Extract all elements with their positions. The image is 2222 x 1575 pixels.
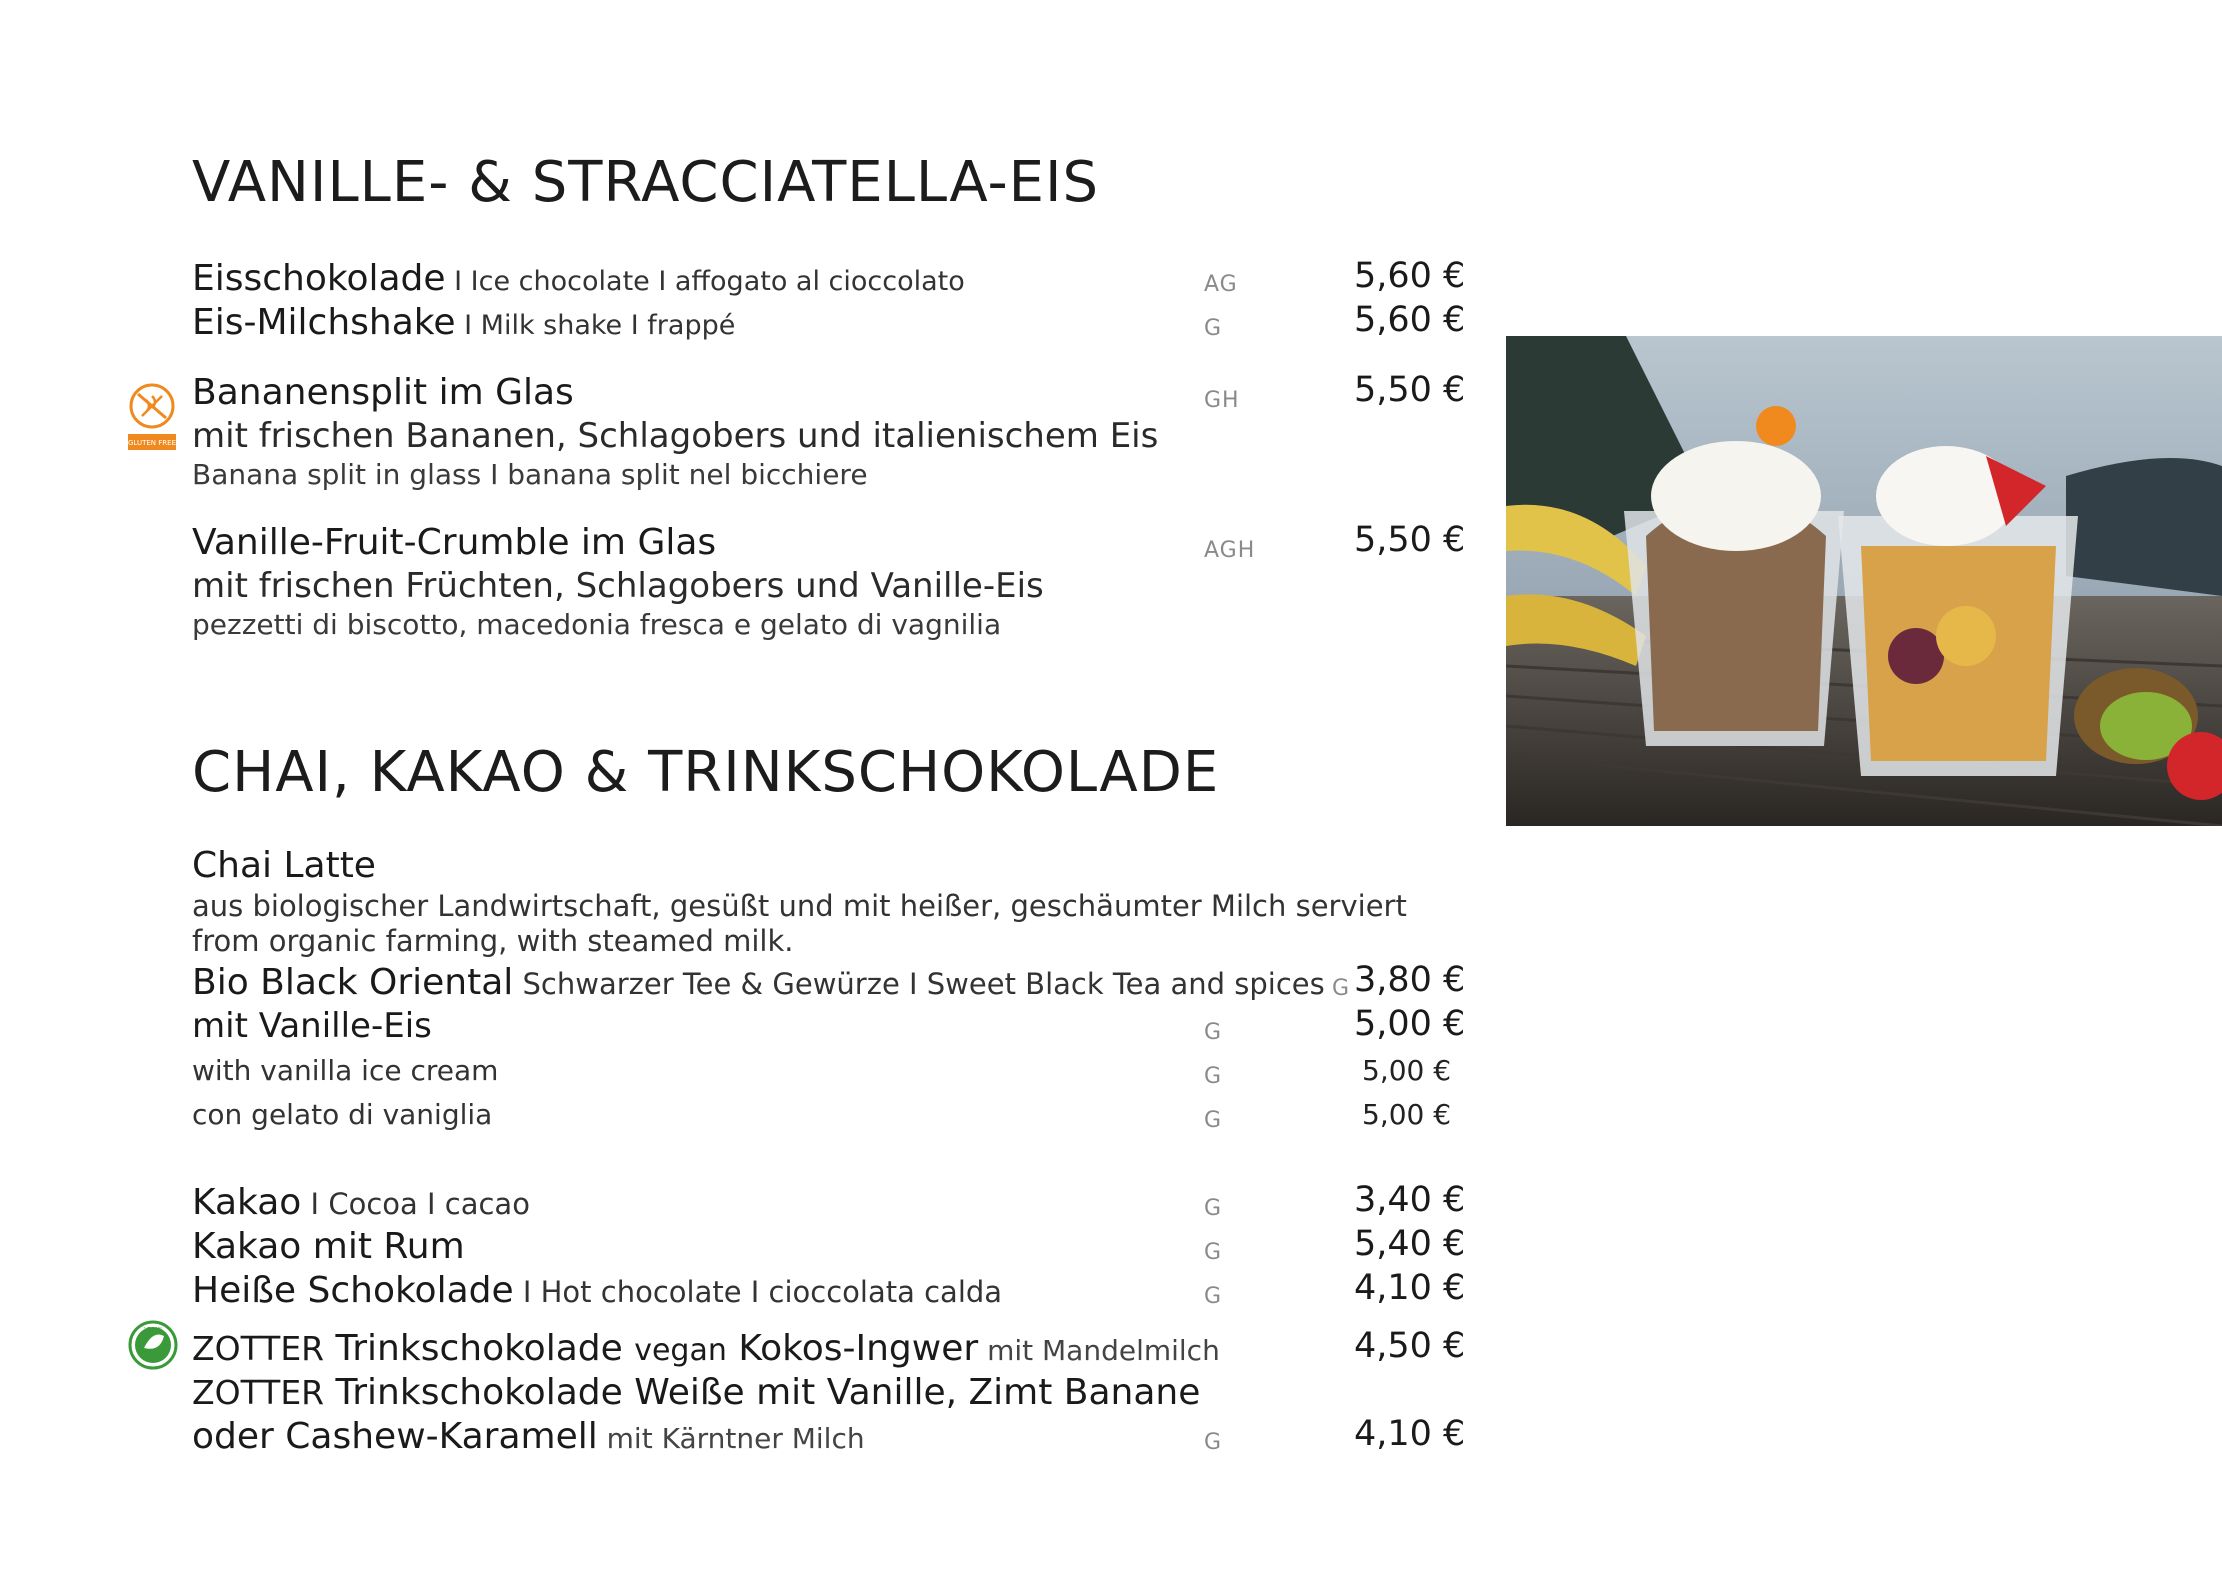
item-desc-chai-de: aus biologischer Landwirtschaft, gesüßt und mit heißer, geschäumter Milch serviert [192,889,1407,923]
price: 5,60 € [1354,256,1466,296]
allergen-code: G [1204,1196,1223,1221]
item-name: Kakao mit Rum [192,1226,465,1267]
gluten-free-icon [126,382,178,454]
price: 5,50 € [1354,520,1466,560]
item-desc: mit Mandelmilch [978,1334,1220,1367]
item-vanille-eis: mit Vanille-Eis [192,1006,432,1046]
item-name: Eis-Milchshake [192,302,456,343]
item-desc-chai-en: from organic farming, with steamed milk. [192,924,794,958]
item-desc-de: mit frischen Früchten, Schlagobers und Vanille-Eis [192,566,1044,606]
item-name: Trinkschokolade [324,1328,635,1369]
menu-item-zotter-weisse [192,1372,1200,1413]
item-name: Bio Black Oriental [192,962,514,1003]
menu-item-eisschokolade [192,258,965,299]
allergen-code: G [1332,976,1351,1001]
item-desc-it: pezzetti di biscotto, macedonia fresca e gelato di vagnilia [192,608,1002,641]
brand: ZOTTER [192,1373,325,1412]
allergen-code: G [1204,1430,1223,1455]
item-desc: I Hot chocolate I cioccolata calda [513,1275,1003,1309]
price: 4,10 € [1354,1268,1466,1308]
item-desc: Schwarzer Tee & Gewürze I Sweet Black Tea and spices [513,967,1325,1001]
item-vanilla-en: with vanilla ice cream [192,1054,499,1087]
item-desc: I Cocoa I cacao [301,1187,530,1221]
vegan-label: VEGAN [144,1327,162,1333]
menu-item-kakao-rum [192,1226,465,1267]
allergen-code: G [1204,316,1223,341]
gluten-free-label: GLUTEN FREE [128,439,176,447]
item-desc: I Milk shake I frappé [455,310,736,341]
allergen-code: G [1204,1020,1223,1045]
item-name: Heiße Schokolade [192,1270,514,1311]
item-desc: mit Kärntner Milch [597,1422,865,1455]
item-desc: I Ice chocolate I affogato al cioccolato [445,266,965,297]
price: 5,50 € [1354,370,1466,410]
item-vanilla-it: con gelato di vaniglia [192,1098,493,1131]
section-title-eis: VANILLE- & STRACCIATELLA-EIS [192,150,1100,215]
item-name-cont: oder Cashew-Karamell [192,1416,598,1457]
allergen-code: G [1204,1240,1223,1265]
menu-item-milchshake [192,302,735,343]
item-name: Trinkschokolade Weiße mit Vanille, Zimt Banane [324,1372,1201,1413]
price: 5,00 € [1362,1098,1452,1131]
price: 5,00 € [1362,1054,1452,1087]
item-desc-de: mit frischen Bananen, Schlagobers und italienischem Eis [192,416,1159,456]
price: 4,50 € [1354,1326,1466,1366]
allergen-code: G [1204,1064,1223,1089]
allergen-code: G [1204,1108,1223,1133]
allergen-code: AGH [1204,538,1256,563]
section-title-chai: CHAI, KAKAO & TRINKSCHOKOLADE [192,740,1220,805]
allergen-code: G [1204,1284,1223,1309]
sundae-photo [1506,336,2222,826]
item-flavor: Kokos-Ingwer [726,1328,979,1369]
price: 5,00 € [1354,1004,1466,1044]
brand: ZOTTER [192,1329,325,1368]
vegan-word: vegan [634,1333,727,1368]
item-name: Eisschokolade [192,258,446,299]
item-name-bananensplit: Bananensplit im Glas [192,372,574,413]
item-desc-en-it: Banana split in glass I banana split nel bicchiere [192,458,868,491]
price: 3,80 € [1354,960,1466,1000]
allergen-code: AG [1204,272,1238,297]
item-name-crumble: Vanille-Fruit-Crumble im Glas [192,522,717,563]
vegan-icon [128,1320,178,1370]
price: 4,10 € [1354,1414,1466,1454]
menu-item-zotter-vegan [192,1328,1220,1369]
menu-item-zotter-weisse-line2 [192,1416,865,1457]
allergen-code: GH [1204,388,1240,413]
price: 5,60 € [1354,300,1466,340]
price: 5,40 € [1354,1224,1466,1264]
price: 3,40 € [1354,1180,1466,1220]
menu-item-heisse-schokolade [192,1270,1002,1311]
item-name: Kakao [192,1182,302,1223]
menu-item-bio-black-oriental [192,962,1325,1003]
menu-item-kakao [192,1182,530,1223]
item-name-chai-latte: Chai Latte [192,845,376,886]
